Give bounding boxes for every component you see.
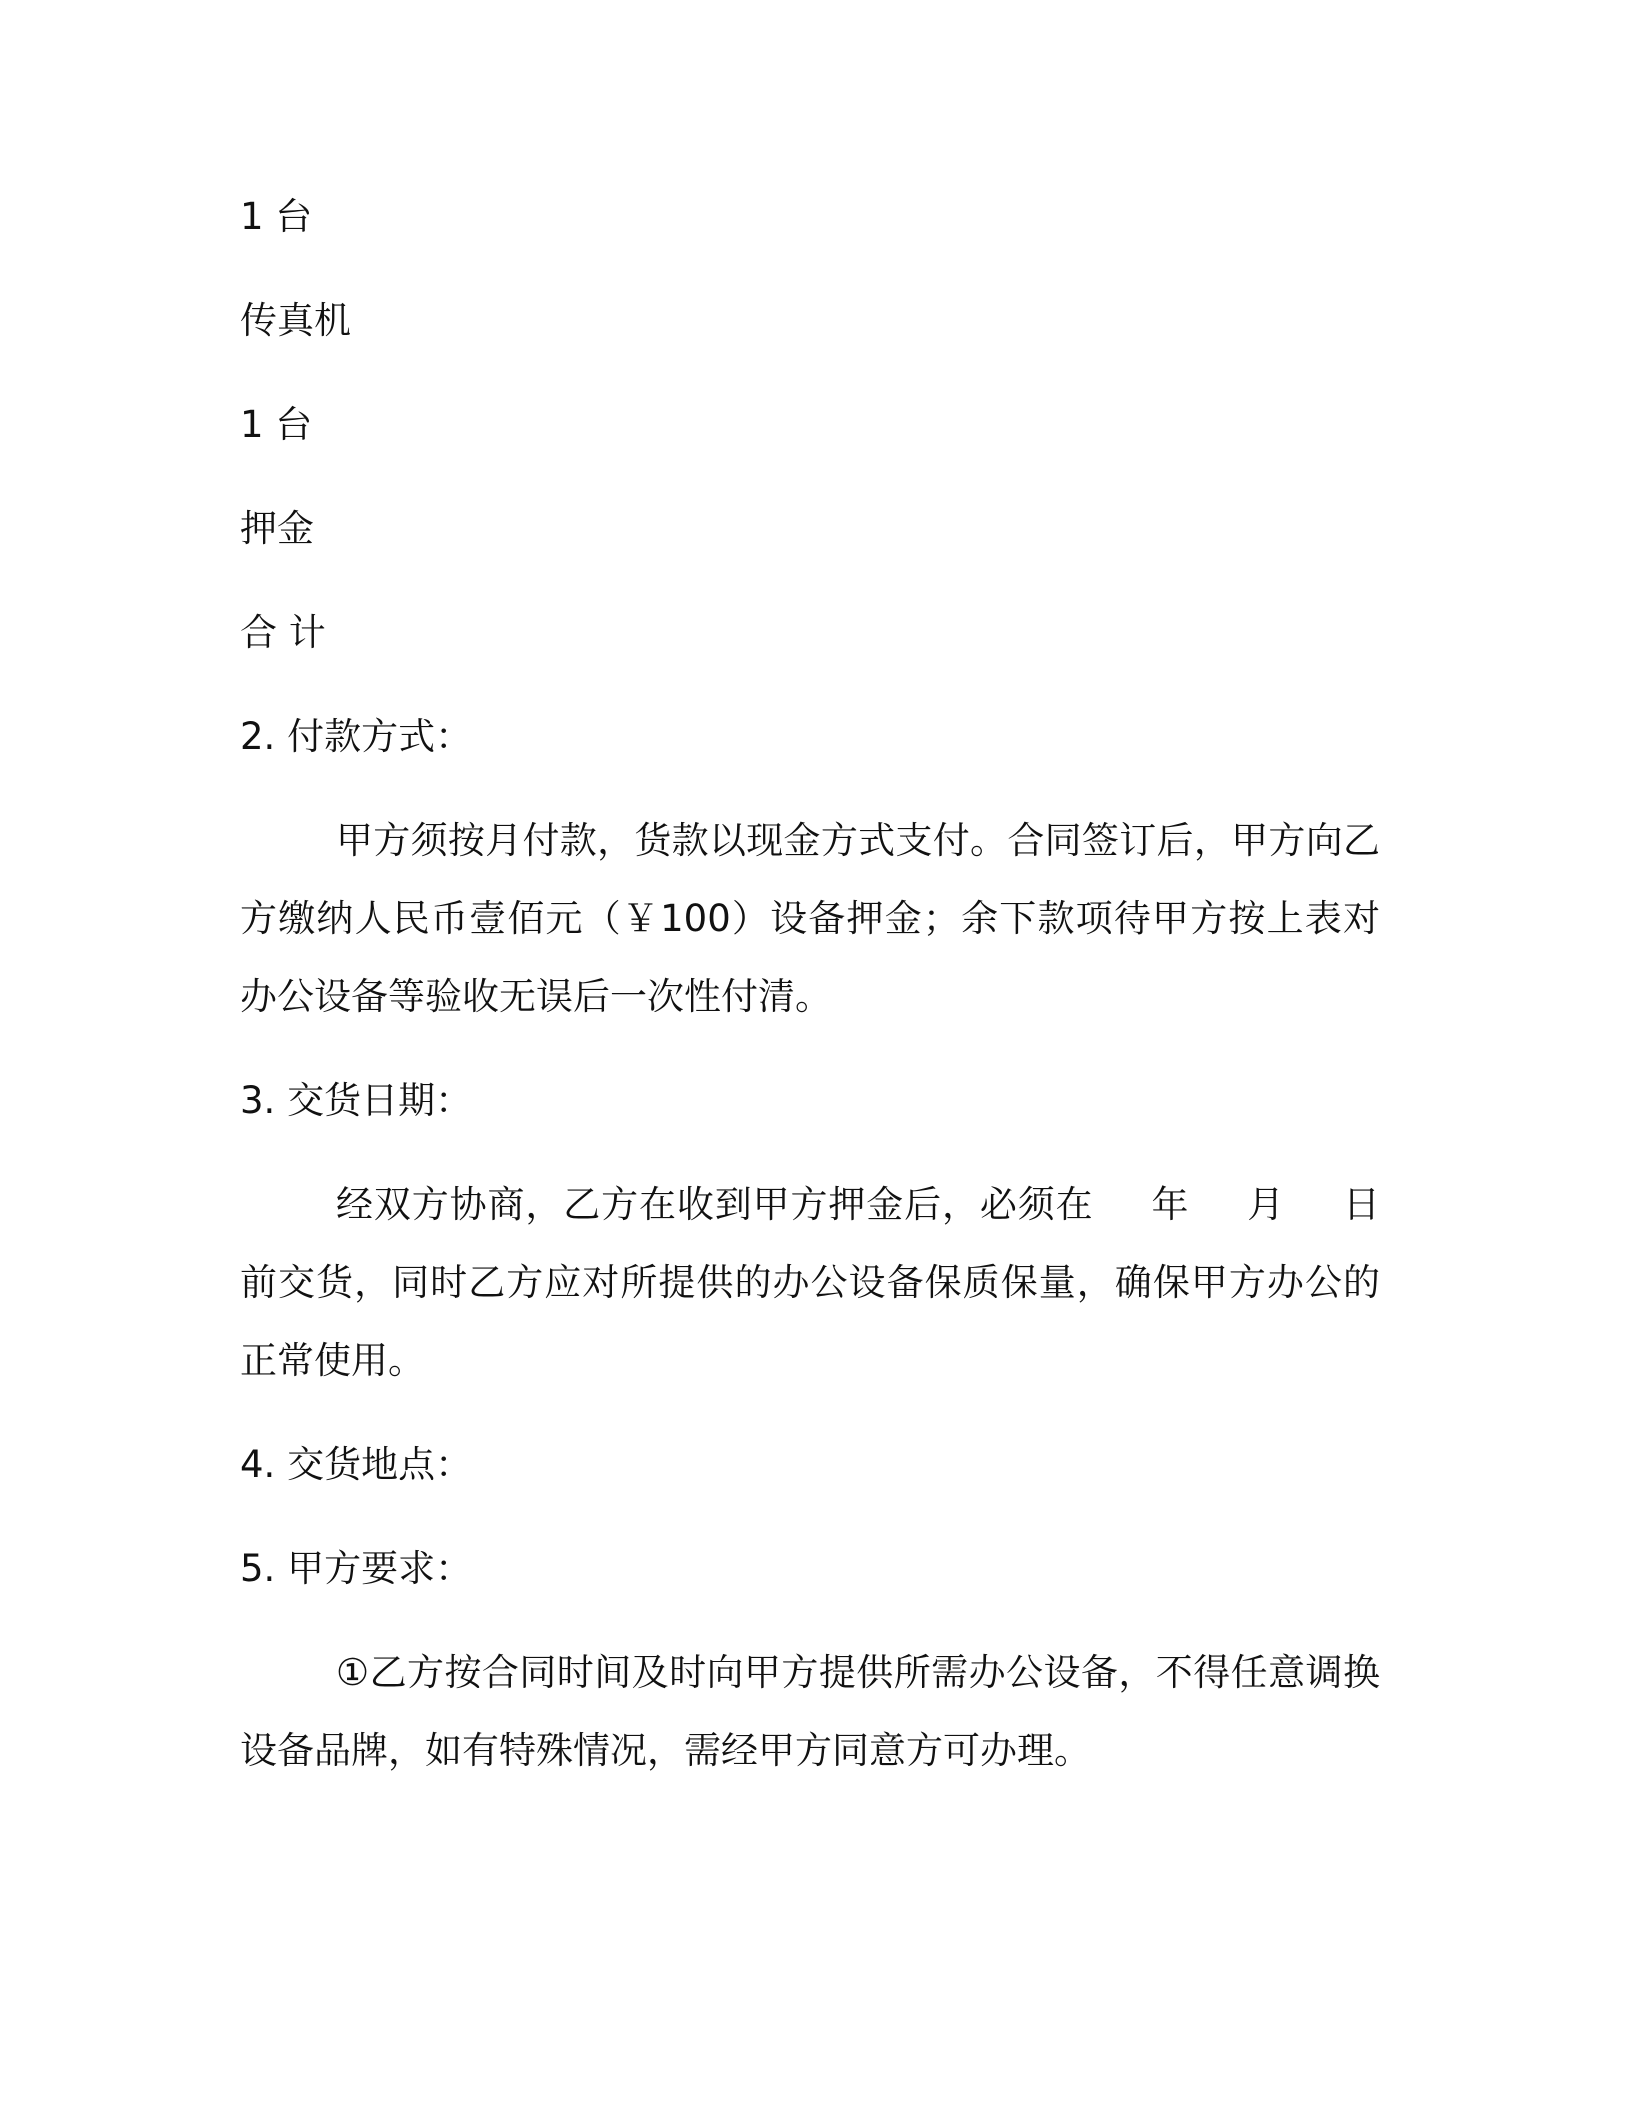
payment-method-paragraph: 甲方须按月付款，货款以现金方式支付。合同签订后，甲方向乙方缴纳人民币壹佰元（￥100）设备押金；余下款项待甲方按上表对办公设备等验收无误后一次性付清。 — [240, 819, 1380, 1018]
date-year-label: 年 — [1150, 1183, 1190, 1226]
delivery-date-paragraph — [240, 1166, 1380, 1400]
delivery-date-heading: 3. 交货日期： — [240, 1079, 473, 1122]
item-total: 合 计 — [240, 611, 326, 654]
requirements-heading: 5. 甲方要求： — [240, 1547, 473, 1590]
delivery-date-text-before: 经双方协商，乙方在收到甲方押金后，必须在 — [336, 1183, 1094, 1226]
payment-method-heading: 2. 付款方式： — [240, 715, 473, 758]
item-quantity-1: 1 台 — [240, 195, 313, 238]
delivery-place-heading: 4. 交货地点： — [240, 1443, 473, 1486]
item-deposit: 押金 — [240, 507, 314, 550]
date-day-label: 日 — [1342, 1183, 1381, 1226]
item-fax-machine: 传真机 — [240, 299, 351, 342]
delivery-date-text-after: 前交货，同时乙方应对所提供的办公设备保质保量，确保甲方办公的正常使用。 — [240, 1261, 1380, 1382]
requirement-1-paragraph: ①乙方按合同时间及时向甲方提供所需办公设备，不得任意调换设备品牌，如有特殊情况，需经甲方同意方可办理。 — [240, 1651, 1380, 1772]
date-month-label: 月 — [1246, 1183, 1286, 1226]
item-quantity-2: 1 台 — [240, 403, 313, 446]
